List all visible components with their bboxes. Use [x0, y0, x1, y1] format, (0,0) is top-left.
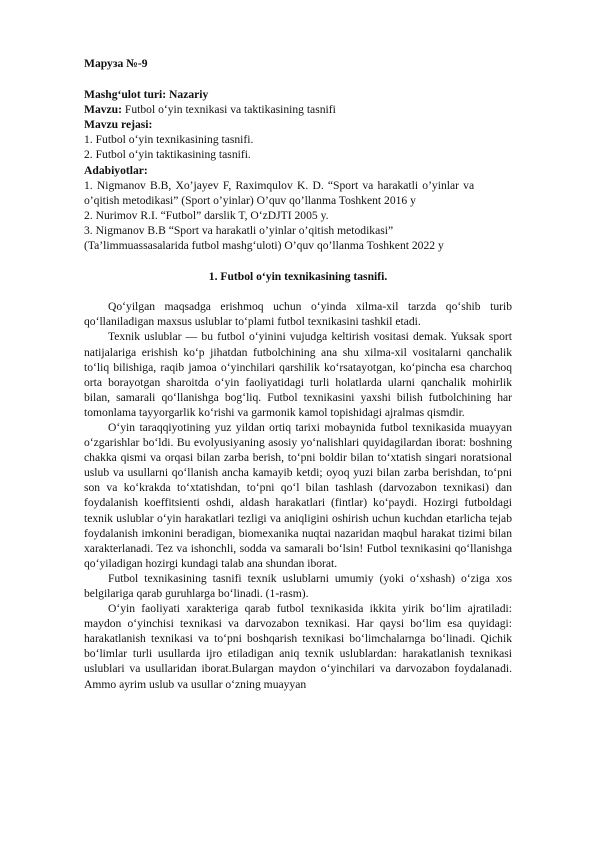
lesson-type-label: Mashg‘ulot turi:	[84, 88, 167, 102]
plan-item: 1. Futbol o‘yin texnikasining tasnifi.	[84, 133, 254, 147]
literature-item: o’qitish metodikasi” (Sport o’yinlar) O’quv qo’llanma Toshkent 2016 y	[84, 193, 416, 207]
body-paragraph: Qo‘yilgan maqsadga erishmoq uchun o‘yinda xilma-xil tarzda qo‘shib turib qo‘llaniladigan maxsus uslublar to‘plami futbol texnikasini tashkil etadi.	[84, 300, 512, 329]
literature-item: 2. Nurimov R.I. “Futbol” darslik T, O‘zDJTI 2005 y.	[84, 208, 329, 222]
plan-label: Mavzu rejasi:	[84, 118, 153, 132]
literature-item: 3. Nigmanov B.B “Sport va harakatli o’yinlar o’qitish metodikasi”	[84, 223, 394, 237]
lesson-type-line	[84, 87, 512, 102]
literature-label: Adabiyotlar:	[84, 163, 148, 177]
body-paragraph: O‘yin taraqqiyotining yuz yildan ortiq tarixi mobaynida futbol texnikasida muayyan o‘zgarishlar bo‘ldi. Bu evolyusiyaning asosiy yo‘nalishlari quyidagilardan iborat: boshning chakka qismi va orqasi bilan zarba berish, to‘pni boldir bilan to‘xtatish singari noratsional uslub va usullarni qo‘llanish ancha kamayib ketdi; oyoq yuzi bilan zarba berishdan, to‘pni son va ko‘krakda to‘xtatishdan, to‘pni qo‘l bilan tashlash (darvozabon texnikasi) dan foydalanish koeffitsienti oshdi, aldash harakatlari (fintlar) ko‘paydi. Hozirgi futboldagi texnik uslublar o‘yin harakatlari tezligi va aniqligini oshirish uchun kuchdan etarlicha tejab foydalanish imkonini beradigan, biomexanika nuqtai nazaridan maqbul harakat tizimi bilan xarakterlanadi. Tez va ishonchli, sodda va samarali bo‘lsin! Futbol texnikasini qo‘llanishga qo‘yiladigan hozirgi kundagi talab ana shundan iborat.	[84, 420, 512, 570]
topic-label: Mavzu:	[84, 103, 122, 117]
document-page	[84, 56, 512, 692]
lecture-title: Maруза №-9	[84, 57, 148, 70]
topic-value: Futbol o‘yin texnikasi va taktikasining tasnifi	[122, 103, 336, 117]
lesson-type-value: Nazariy	[166, 88, 209, 102]
body-paragraph: Futbol texnikasining tasnifi texnik uslublarni umumiy (yoki o‘xshash) o‘ziga xos belgilariga qarab guruhlarga bo‘linadi. (1-rasm).	[84, 571, 512, 600]
body-paragraph: O‘yin faoliyati xarakteriga qarab futbol texnikasida ikkita yirik bo‘lim ajratiladi: maydon o‘yinchisi texnikasi va darvozabon texnikasi. Har qaysi bo‘lim esa quyidagi: harakatlanish texnikasi va to‘pni boshqarish texnikasi bo‘limchalarnga bo‘linadi. Qichik bo‘limlar turli usullarda ijro etiladigan aniq texnik uslublardan: harakatlanish texnikasi uslublari va usullaridan iborat.Bulargan maydon o‘yinchilari va darvozabon foydalanadi. Ammo ayrim uslub va usullar o‘zning muayyan	[84, 602, 512, 691]
topic-line	[84, 102, 512, 117]
body-paragraph: Texnik uslublar — bu futbol o‘yinini vujudga keltirish vositasi demak. Yuksak sport natijalariga erishish ko‘p jihatdan futbolchining ana shu xilma-xil vositalarni qanchalik to‘liq bilishiga, raqib jamoa o‘yinchilari qarshilik ko‘rsatayotgan, ko‘pincha esa charchoq orta borayotgan sharoitda o‘yin faoliyatidagi turli holatlarda ularni qanchalik mohirlik bilan, samarali qo‘llanishga bog‘liq. Futbol texnikasini yaxshi bilish futbolchining har tomonlama tayyorgarlik ko‘rishi va garmonik kamol topishidagi ajralmas qismdir.	[84, 330, 512, 419]
literature-item: (Ta’limmuassasalarida futbol mashg‘uloti) O’quv qo’llanma Toshkent 2022 y	[84, 239, 444, 253]
literature-item: 1. Nigmanov B.B, Xo’jayev F, Raximqulov K. D. “Sport va harakatli o’yinlar va	[84, 178, 475, 192]
section-heading: 1. Futbol o‘yin texnikasining tasnifi.	[208, 270, 388, 284]
plan-item: 2. Futbol o‘yin taktikasining tasnifi.	[84, 148, 251, 162]
